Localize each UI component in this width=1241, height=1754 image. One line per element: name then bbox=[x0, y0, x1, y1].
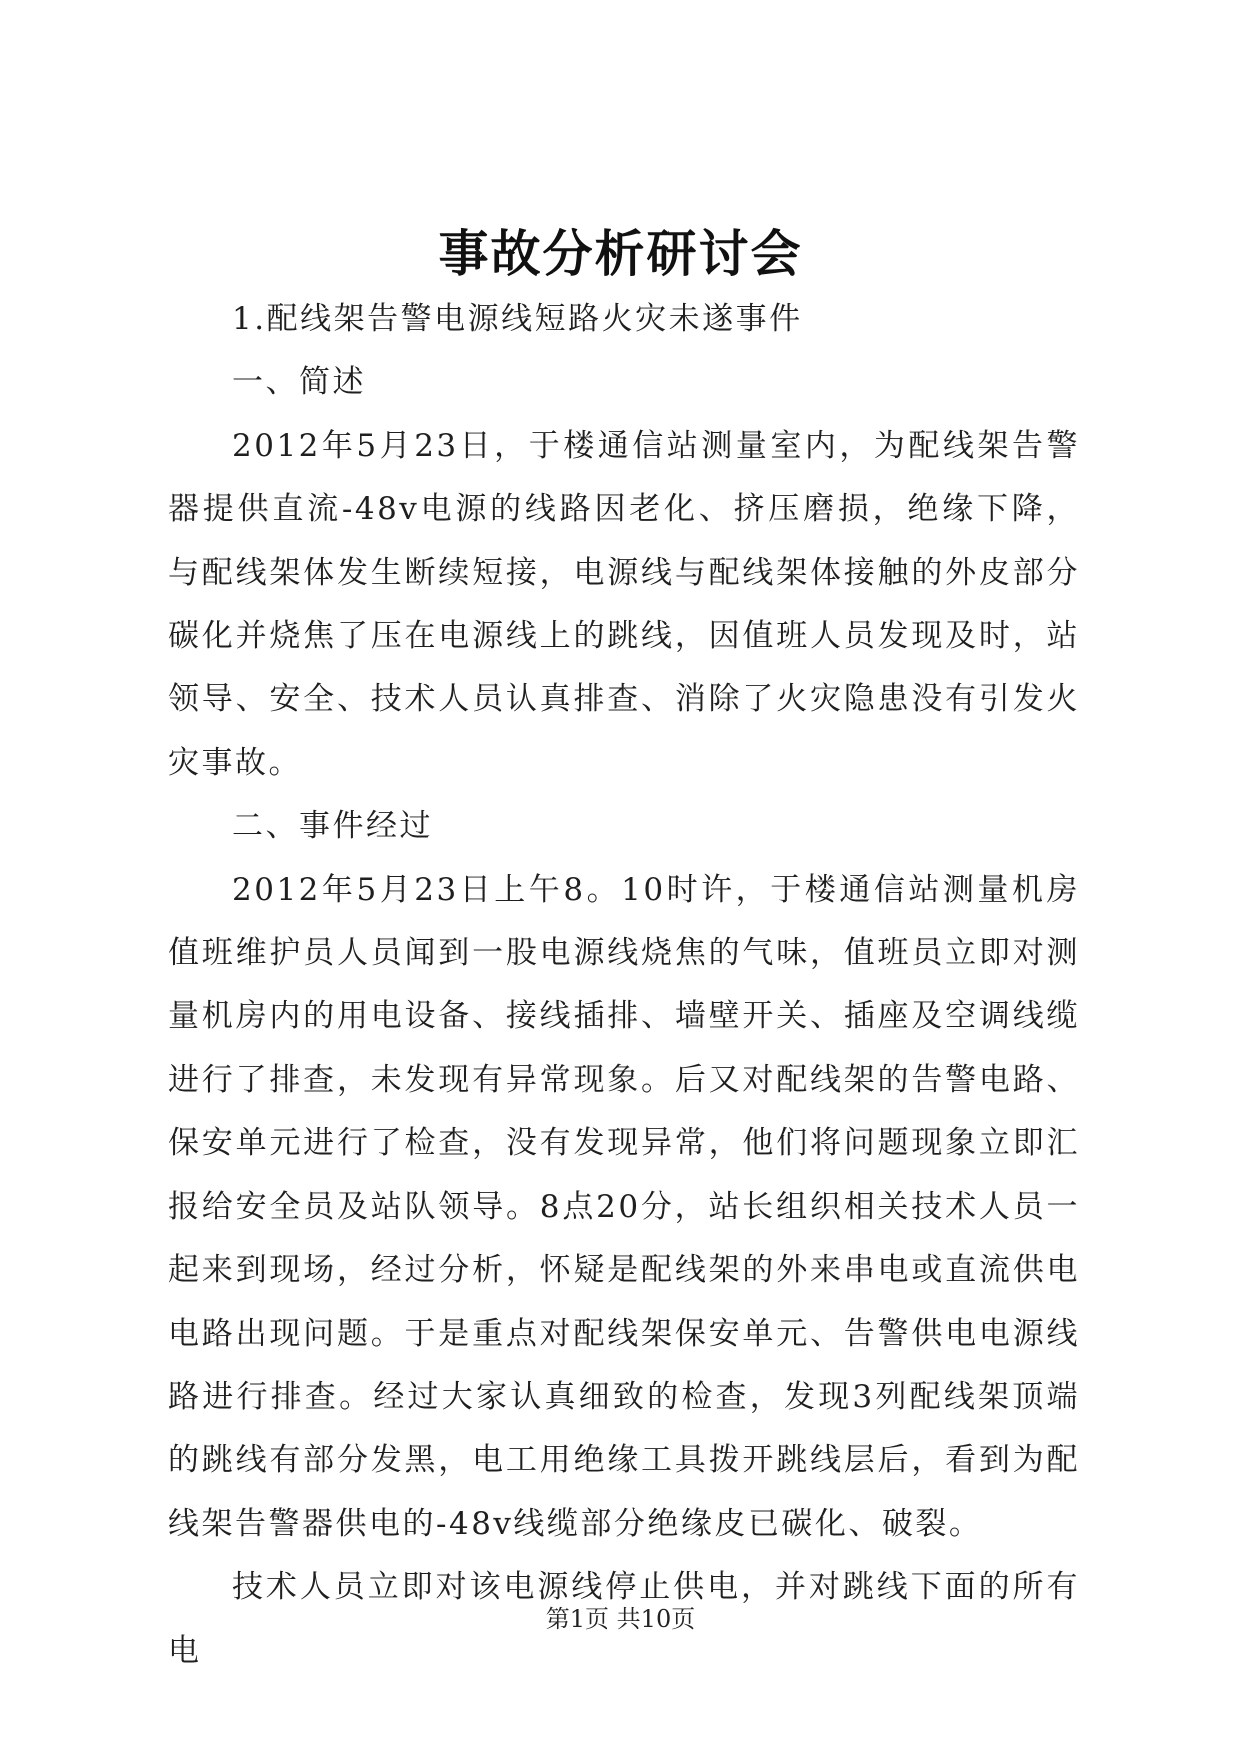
page-number-footer: 第1页 共10页 bbox=[545, 1605, 696, 1633]
section-heading-incident: 1.配线架告警电源线短路火灾未遂事件 bbox=[232, 301, 803, 337]
section-heading-process: 二、事件经过 bbox=[232, 808, 433, 845]
paragraph-process: 2012年5月23日上午8。10时许，于楼通信站测量机房值班维护员人员闻到一股电源线烧焦的气味，值班员立即对测量机房内的用电设备、接线插排、墙壁开关、插座及空调线缆进行了排查，未发现有异常现象。后又对配线架的告警电路、保安单元进行了检查，没有发现异常，他们将问题现象立即汇报给安全员及站队领导。8点20分，站长组织相关技术人员一起来到现场，经过分析，怀疑是配线架的外来串电或直流供电电路出现问题。于是重点对配线架保安单元、告警供电电源线路进行排查。经过大家认真细致的检查，发现3列配线架顶端的跳线有部分发黑，电工用绝缘工具拨开跳线层后，看到为配线架告警器供电的-48v线缆部分绝缘皮已碳化、破裂。 bbox=[168, 871, 1080, 1542]
section-heading-summary: 一、简述 bbox=[232, 364, 366, 401]
paragraph-summary: 2012年5月23日，于楼通信站测量室内，为配线架告警器提供直流-48v电源的线路因老化、挤压磨损，绝缘下降，与配线架体发生断续短接，电源线与配线架体接触的外皮部分碳化并烧焦了压在电源线上的跳线，因值班人员发现及时，站领导、安全、技术人员认真排查、消除了火灾隐患没有引发火灾事故。 bbox=[168, 427, 1080, 781]
document-body bbox=[168, 288, 1080, 1683]
document-title: 事故分析研讨会 bbox=[438, 224, 803, 283]
paragraph-continuation: 技术人员立即对该电源线停止供电，并对跳线下面的所有电 bbox=[168, 1569, 1080, 1669]
